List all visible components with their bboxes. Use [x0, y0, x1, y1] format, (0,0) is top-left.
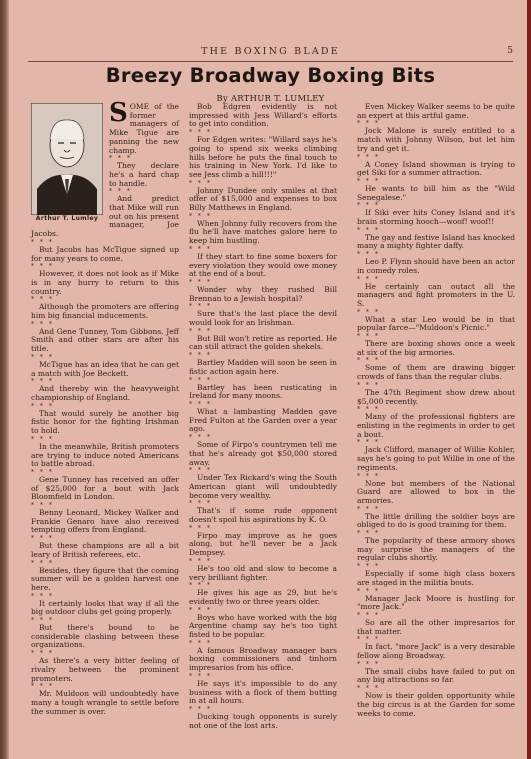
author-portrait — [31, 103, 103, 223]
separator: * * * — [31, 378, 54, 386]
separator: * * * — [189, 179, 212, 187]
paragraph: And predict that Mike will run out on his present manager, Joe Jacobs. — [31, 194, 179, 239]
separator: * * * — [31, 263, 54, 271]
separator: * * * — [357, 202, 380, 210]
paragraph: That would surely be another big fistic honor for the fighting Irishman to hold. — [31, 408, 179, 436]
paragraph: There are boxing shows once a week at six of the big armories. — [357, 339, 515, 357]
separator: * * * — [357, 587, 380, 595]
paragraph: The small clubs have failed to put on any big attractions so far. — [357, 666, 515, 685]
author-portrait-image — [31, 103, 103, 215]
separator: * * * — [357, 333, 380, 341]
paragraph: The popularity of these armory shows may surprise the managers of the regular clubs shortly. — [357, 536, 515, 563]
paragraph: But these champions are all a bit leary of British referees, etc. — [31, 541, 179, 559]
separator: * * * — [31, 535, 54, 543]
header-rule — [28, 61, 513, 62]
paragraph: Firpo may improve as he goes along, but he'll never be a Jack Dempsey. — [189, 530, 337, 558]
separator: * * * — [189, 705, 212, 713]
separator: * * * — [357, 357, 380, 365]
paragraph: In the meanwhile, British promoters are trying to induce noted Americans to battle abroad. — [31, 441, 179, 469]
separator: * * * — [357, 472, 380, 480]
separator: * * * — [357, 251, 380, 259]
separator: * * * — [31, 320, 54, 328]
paragraph: A Coney Island showman is trying to get Siki for a summer attraction. — [357, 159, 515, 178]
paragraph: Besides, they figure that the coming summer will be a golden harvest one here. — [31, 565, 179, 592]
separator: * * * — [357, 275, 380, 283]
separator: * * * — [189, 672, 212, 680]
separator: * * * — [189, 212, 212, 220]
paragraph: A famous Broadway manager bars boxing commissioners and tinhorn impresarios from his office. — [189, 645, 337, 673]
separator: * * * — [189, 467, 212, 475]
paragraph: Some of them are drawing bigger crowds of fans than the regular clubs. — [357, 363, 515, 382]
separator: * * * — [31, 468, 54, 476]
separator: * * * — [357, 611, 380, 619]
separator: * * * — [31, 402, 54, 410]
paragraph: Manager Jack Moore is hustling for "more Jack." — [357, 593, 515, 612]
running-head: THE BOXING BLADE — [201, 46, 340, 57]
separator: * * * — [31, 650, 54, 658]
paragraph: For Edgen writes: "Willard says he's going to spend six weeks climbing hills before he puts the final touch to his training in New York. I'd like to see Jess climb a hill!!!" — [189, 135, 337, 179]
separator: * * * — [189, 434, 212, 442]
paragraph: If Siki ever hits Coney Island and it's brain storming hooch—woof! woof!! — [357, 208, 515, 227]
separator: * * * — [31, 435, 54, 443]
separator: * * * — [357, 636, 380, 644]
paragraph: What a star Leo would be in that popular farce—"Muldoon's Picnic." — [357, 314, 515, 333]
separator: * * * — [189, 400, 212, 408]
separator: * * * — [357, 381, 380, 389]
drop-cap: S — [109, 98, 128, 128]
separator: * * * — [357, 406, 380, 414]
paragraph: Under Tex Rickard's wing the South American giant will undoubtedly become very wealthy. — [189, 473, 337, 500]
paragraph: Boys who have worked with the big Argentine champ say he's too tight fisted to be popular. — [189, 612, 337, 640]
portrait-caption: Arthur T. Lumley — [35, 215, 99, 222]
paragraph: He wants to bill him as the "Wild Senegalese." — [357, 183, 515, 202]
separator: * * * — [357, 530, 380, 538]
separator: * * * — [357, 177, 380, 185]
paragraph: Leo P. Flynn should have been an actor in comedy roles. — [357, 257, 515, 275]
separator: * * * — [357, 153, 380, 161]
article-headline: Breezy Broadway Boxing Bits — [105, 64, 436, 87]
separator: * * * — [31, 559, 54, 567]
separator: * * * — [357, 660, 380, 668]
paragraph: If they start to fine some boxers for every violation they would owe money at the end of a bout. — [189, 251, 337, 279]
paragraph: The gay and festive Island has knocked many a mighty fighter daffy. — [357, 232, 515, 251]
page-edge — [527, 0, 531, 759]
paragraph: Jack Clifford, manager of Willie Kohler, says he's going to put Willie in one of the regiments. — [357, 445, 515, 472]
paragraph: Bartley Madden will soon be seen in fistic action again here. — [189, 358, 337, 376]
separator: * * * — [189, 352, 212, 360]
paragraph: However, it does not look as if Mike is in any hurry to return to this country. — [31, 269, 179, 296]
separator: * * * — [189, 303, 212, 311]
paragraph: But Bill won't retire as reported. He can still attract the golden shekels. — [189, 333, 337, 352]
paragraph: Many of the professional fighters are enlisting in the regiments in order to get a bout. — [357, 412, 515, 439]
paragraph: And Gene Tunney, Tom Gibbons, Jeff Smith and other stars are after his title. — [31, 326, 179, 354]
separator: * * * — [31, 592, 54, 600]
separator: * * * — [189, 606, 212, 614]
separator: * * * — [109, 188, 132, 196]
paragraph: And thereby win the heavyweight championship of England. — [31, 384, 179, 402]
paragraph: As there's a very bitter feeling of rivalry between the prominent promoters. — [31, 656, 179, 683]
article-column-3 — [357, 103, 515, 718]
separator: * * * — [357, 685, 380, 693]
paragraph: But Jacobs has McTigue signed up for many years to come. — [31, 244, 179, 263]
paragraph: In fact, "more Jack" is a very desirable fellow along Broadway. — [357, 642, 515, 661]
paragraph: None but members of the National Guard are allowed to box in the armories. — [357, 478, 515, 505]
paragraph: McTigue has an idea that he can get a match with Joe Beckett. — [31, 359, 179, 378]
paragraph: Benny Leonard, Mickey Walker and Frankie Genaro have also received tempting offers from England. — [31, 508, 179, 535]
separator: * * * — [189, 278, 212, 286]
paragraph: The little drilling the soldier boys are obliged to do is good training for them. — [357, 511, 515, 530]
paragraph: Although the promoters are offering him big financial inducements. — [31, 302, 179, 321]
paragraph: Mr. Muldoon will undoubtedly have many a tough wrangle to settle before the summer is over. — [31, 689, 179, 716]
paragraph: Ducking tough opponents is surely not one of the lost arts. — [189, 711, 337, 730]
separator: * * * — [31, 238, 54, 246]
paragraph: Jock Malone is surely entitled to a match with Johnny Wilson, but let him try and get it. — [357, 126, 515, 153]
paragraph: They declare he's a hard chap to handle. — [109, 161, 179, 188]
article-byline: By ARTHUR T. LUMLEY — [216, 93, 325, 103]
separator: * * * — [189, 524, 212, 532]
separator: * * * — [189, 500, 212, 508]
separator: * * * — [357, 505, 380, 513]
paragraph: Especially if some high class boxers are staged in the militia bouts. — [357, 569, 515, 587]
paragraph: It certainly looks that way if all the big outdoor clubs get going properly. — [31, 598, 179, 617]
paragraph: That's if some rude opponent doesn't spoil his aspirations by K. O. — [189, 506, 337, 525]
page-number: 5 — [507, 46, 513, 56]
paragraph: Some of Firpo's countrymen tell me that he's already got $50,000 stored away. — [189, 440, 337, 467]
paragraph: Bartley has been rusticating in Ireland for many moons. — [189, 382, 337, 401]
paragraph: He gives his age as 29, but he's evidently two or three years older. — [189, 588, 337, 606]
separator: * * * — [357, 439, 380, 447]
separator: * * * — [357, 308, 380, 316]
separator: * * * — [189, 376, 212, 384]
separator: * * * — [189, 129, 212, 137]
paragraph: He's too old and slow to become a very brilliant fighter. — [189, 563, 337, 582]
paragraph: When Johnny fully recovers from the flu he'll have matches galore here to keep him hustling. — [189, 218, 337, 246]
page-binding — [0, 0, 9, 759]
separator: * * * — [189, 245, 212, 253]
paragraph: Johnny Dundee only smiles at that offer of $15,000 and expenses to box Billy Matthews in England. — [189, 185, 337, 213]
separator: * * * — [189, 557, 212, 565]
paragraph: What a lambasting Madden gave Fred Fulton at the Garden over a year ago. — [189, 406, 337, 434]
separator: * * * — [31, 617, 54, 625]
paragraph: Gene Tunney has received an offer of $25,000 for a bout with Jack Bloomfield in London. — [31, 474, 179, 502]
article-column-2 — [189, 103, 337, 730]
separator: * * * — [189, 639, 212, 647]
paragraph: He says it's impossible to do any business with a flock of them butting in at all hours. — [189, 678, 337, 706]
separator: * * * — [189, 582, 212, 590]
paragraph: The 47th Regiment show drew about $5,000 recently. — [357, 387, 515, 406]
page-header — [28, 46, 513, 59]
paragraph: OME of the former managers of Mike Tigue are panning the new champ. — [109, 102, 179, 155]
paragraph: Bob Edgren evidently is not impressed with Jess Willard's efforts to get into condition. — [189, 102, 337, 129]
separator: * * * — [357, 226, 380, 234]
separator: * * * — [31, 296, 54, 304]
paragraph: Even Mickey Walker seems to be quite an expert at this artful game. — [357, 102, 515, 120]
paragraph: Now is their golden opportunity while the big circus is at the Garden for some weeks to come. — [357, 691, 515, 718]
separator: * * * — [31, 683, 54, 691]
separator: * * * — [109, 155, 132, 163]
paragraph: He certainly can outact all the managers and fight promoters in the U. S. — [357, 281, 515, 308]
separator: * * * — [189, 327, 212, 335]
paragraph: But there's bound to be considerable clashing between these organizations. — [31, 623, 179, 650]
separator: * * * — [31, 353, 54, 361]
separator: * * * — [357, 563, 380, 571]
paragraph: So are all the other impresarios for that matter. — [357, 617, 515, 636]
article-column-1 — [31, 98, 179, 716]
separator: * * * — [31, 502, 54, 510]
separator: * * * — [357, 120, 380, 128]
paragraph: Wonder why they rushed Bill Brennan to a Jewish hospital? — [189, 284, 337, 303]
paragraph: Sure that's the last place the devil would look for an Irishman. — [189, 309, 337, 328]
